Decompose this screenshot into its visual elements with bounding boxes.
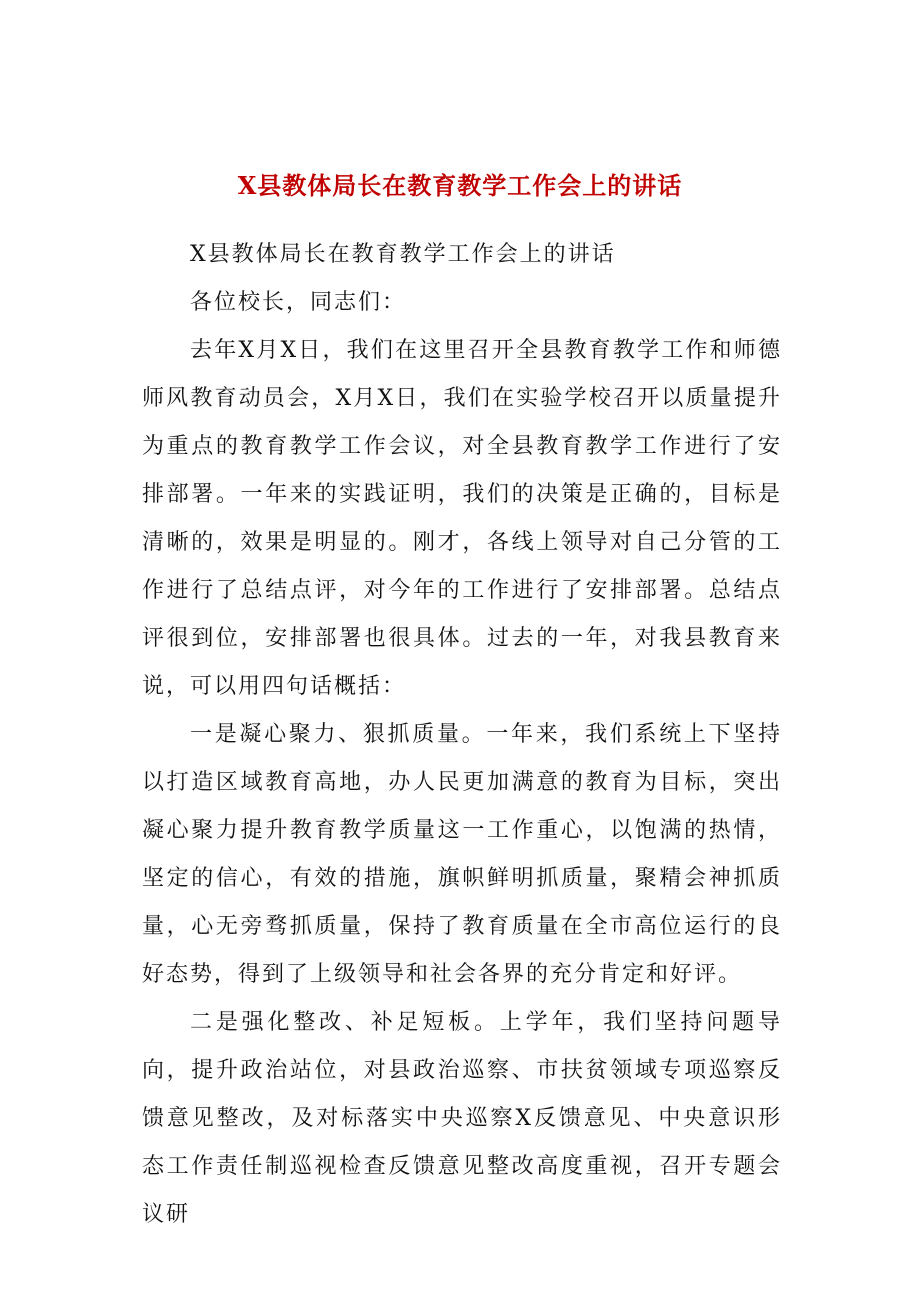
paragraph-point-one: 一是凝心聚力、狠抓质量。一年来，我们系统上下坚持以打造区域教育高地，办人民更加满意的教育为目标，突出凝心聚力提升教育教学质量这一工作重心，以饱满的热情，坚定的信心，有效的措施，旗帜鲜明抓质量，聚精会神抓质量，心无旁骛抓质量，保持了教育质量在全市高位运行的良好态势，得到了上级领导和社会各界的充分肯定和好评。	[142, 722, 782, 987]
paragraph-intro: 去年X月X日，我们在这里召开全县教育教学工作和师德师风教育动员会，X月X日，我们在实验学校召开以质量提升为重点的教育教学工作会议，对全县教育教学工作进行了安排部署。一年来的实践证明，我们的决策是正确的，目标是清晰的，效果是明显的。刚才，各线上领导对自己分管的工作进行了总结点评，对今年的工作进行了安排部署。总结点评很到位，安排部署也很具体。过去的一年，对我县教育来说，可以用四句话概括：	[142, 338, 782, 699]
paragraph-salutation: 各位校长，同志们：	[190, 290, 407, 315]
document-body	[142, 231, 782, 1239]
paragraph-subtitle: X县教体局长在教育教学工作会上的讲话	[190, 242, 616, 267]
document-title: X县教体局长在教育教学工作会上的讲话	[237, 171, 683, 200]
paragraph-point-two: 二是强化整改、补足短板。上学年，我们坚持问题导向，提升政治站位，对县政治巡察、市扶贫领域专项巡察反馈意见整改，及对标落实中央巡察X反馈意见、中央意识形态工作责任制巡视检查反馈意见整改高度重视，召开专题会议研	[142, 1010, 782, 1227]
